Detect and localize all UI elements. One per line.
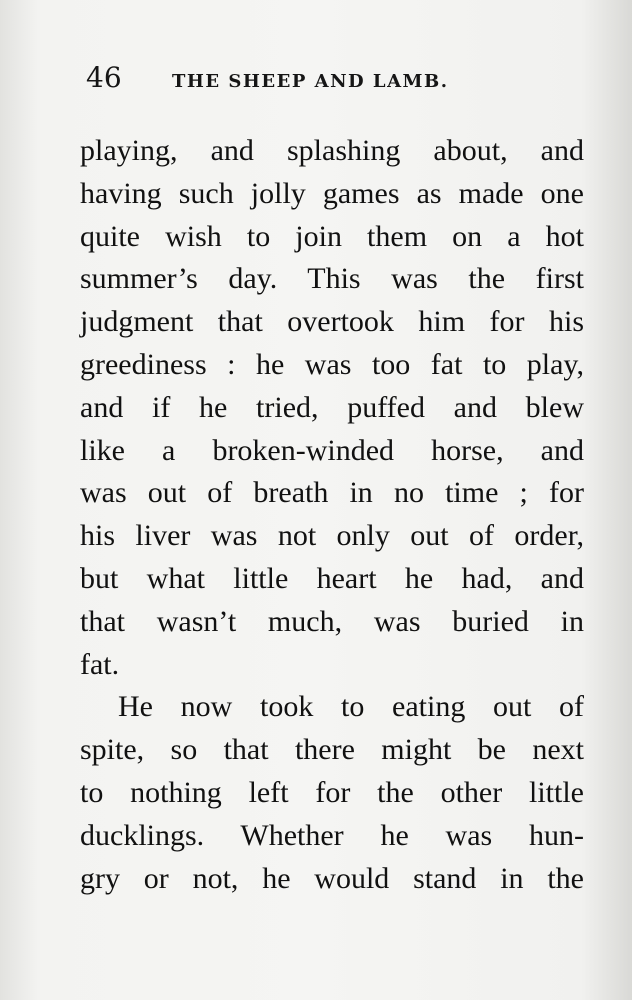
paragraph-1 <box>80 130 584 686</box>
paragraph-2 <box>80 686 584 900</box>
text-line: having such jolly games as made one <box>80 176 584 210</box>
text-line: playing, and splashing about, and <box>80 134 584 167</box>
text-line: quite wish to join them on a hot <box>80 219 584 253</box>
running-title: THE SHEEP AND LAMB. <box>172 71 449 92</box>
text-line: spite, so that there might be next <box>80 733 584 767</box>
text-line: gry or not, he would stand in the <box>80 861 584 895</box>
page-header <box>86 58 506 98</box>
text-line: fat. <box>80 647 120 681</box>
body-text <box>80 130 584 900</box>
text-line: summer’s day. This was the first <box>80 262 584 296</box>
text-line: his liver was not only out of order, <box>80 519 584 553</box>
text-line: but what little heart he had, and <box>80 561 584 595</box>
text-line: greediness : he was too fat to play, <box>80 347 584 381</box>
text-line: like a broken-winded horse, and <box>80 433 584 467</box>
page-number: 46 <box>86 61 122 94</box>
text-line: to nothing left for the other little <box>80 775 584 809</box>
text-line: judgment that overtook him for his <box>80 305 584 339</box>
text-line: ducklings. Whether he was hun- <box>80 818 584 852</box>
text-line: and if he tried, puffed and blew <box>80 390 584 424</box>
text-line: He now took to eating out of <box>118 690 584 724</box>
text-line: was out of breath in no time ; for <box>80 476 584 510</box>
text-line: that wasn’t much, was buried in <box>80 604 584 638</box>
